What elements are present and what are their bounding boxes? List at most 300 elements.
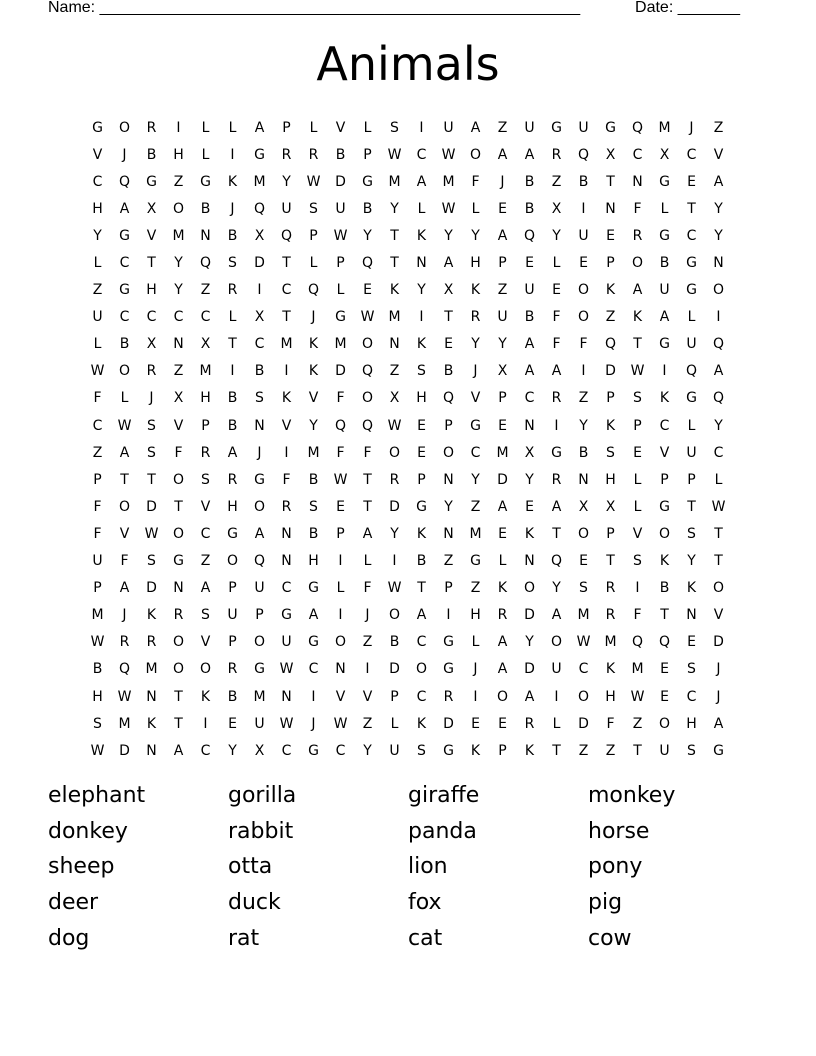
grid-letter: O <box>577 525 590 542</box>
grid-letter: Z <box>605 742 616 759</box>
grid-letter: D <box>524 661 535 678</box>
grid-letter: M <box>307 444 320 461</box>
grid-letter: C <box>200 742 211 759</box>
grid-letter: L <box>309 119 318 136</box>
grid-letter: P <box>390 688 399 705</box>
grid-letter: M <box>469 525 482 542</box>
grid-letter: X <box>605 498 616 515</box>
grid-letter: P <box>444 580 453 597</box>
grid-letter: U <box>92 309 103 326</box>
grid-letter: N <box>524 417 535 434</box>
grid-letter: S <box>309 498 318 515</box>
grid-letter: R <box>308 146 319 163</box>
grid-letter: G <box>362 173 373 190</box>
grid-letter: L <box>687 309 696 326</box>
grid-letter: W <box>117 688 132 705</box>
grid-letter: E <box>498 715 507 732</box>
word-list-item: otta <box>228 854 273 880</box>
grid-letter: E <box>687 634 696 651</box>
grid-letter: C <box>281 742 292 759</box>
grid-letter: H <box>470 607 481 624</box>
grid-letter: V <box>92 146 103 163</box>
grid-letter: J <box>122 146 127 163</box>
grid-letter: Z <box>578 390 589 407</box>
word-list-item: sheep <box>48 854 115 880</box>
grid-letter: L <box>471 634 480 651</box>
grid-letter: E <box>660 661 669 678</box>
grid-letter: T <box>633 742 642 759</box>
grid-letter: Y <box>525 634 534 651</box>
grid-letter: B <box>443 363 454 380</box>
grid-letter: O <box>361 336 374 353</box>
grid-letter: W <box>90 363 105 380</box>
grid-letter: V <box>146 227 157 244</box>
grid-letter: P <box>93 471 102 488</box>
grid-letter: P <box>444 417 453 434</box>
grid-letter: B <box>659 580 670 597</box>
grid-letter: C <box>92 173 103 190</box>
grid-letter: D <box>146 580 157 597</box>
grid-letter: V <box>470 390 481 407</box>
grid-letter: P <box>255 607 264 624</box>
grid-letter: C <box>686 146 697 163</box>
grid-letter: C <box>335 742 346 759</box>
grid-letter: P <box>633 417 642 434</box>
grid-letter: Y <box>93 227 102 244</box>
grid-letter: O <box>253 498 266 515</box>
grid-letter: Y <box>471 227 480 244</box>
header-fields <box>48 0 740 18</box>
grid-letter: B <box>227 688 238 705</box>
grid-letter: K <box>416 336 427 353</box>
grid-letter: Z <box>632 715 643 732</box>
grid-letter: C <box>659 417 670 434</box>
grid-letter: I <box>230 146 235 163</box>
grid-letter: R <box>146 363 157 380</box>
grid-letter: F <box>336 444 345 461</box>
grid-letter: A <box>173 742 184 759</box>
grid-letter: K <box>605 417 616 434</box>
grid-letter: A <box>200 580 211 597</box>
grid-letter: C <box>416 634 427 651</box>
grid-letter: U <box>578 227 589 244</box>
grid-letter: G <box>686 255 697 272</box>
grid-letter: O <box>118 498 131 515</box>
grid-letter: K <box>659 390 670 407</box>
grid-letter: O <box>712 282 725 299</box>
grid-letter: G <box>308 580 319 597</box>
grid-letter: J <box>689 119 694 136</box>
grid-letter: L <box>498 553 507 570</box>
grid-letter: Z <box>389 363 400 380</box>
grid-letter: M <box>253 688 266 705</box>
grid-letter: Y <box>579 417 588 434</box>
grid-letter: J <box>716 688 721 705</box>
grid-letter: M <box>658 119 671 136</box>
grid-letter: X <box>254 227 265 244</box>
grid-letter: T <box>606 173 615 190</box>
grid-letter: E <box>498 525 507 542</box>
grid-letter: K <box>605 282 616 299</box>
grid-letter: I <box>635 580 640 597</box>
grid-letter: P <box>417 471 426 488</box>
grid-letter: K <box>416 227 427 244</box>
grid-letter: F <box>363 580 372 597</box>
word-list-item: elephant <box>48 783 146 809</box>
grid-letter: D <box>605 363 616 380</box>
grid-letter: G <box>308 634 319 651</box>
grid-letter: T <box>687 498 696 515</box>
grid-letter: B <box>524 200 535 217</box>
grid-letter: G <box>470 553 481 570</box>
grid-letter: Z <box>713 119 724 136</box>
grid-letter: O <box>496 688 509 705</box>
grid-letter: T <box>633 336 642 353</box>
grid-letter: Z <box>92 444 103 461</box>
grid-letter: D <box>119 742 130 759</box>
grid-letter: M <box>91 607 104 624</box>
grid-letter: O <box>172 525 185 542</box>
grid-letter: Q <box>523 227 536 244</box>
grid-letter: O <box>334 634 347 651</box>
grid-letter: G <box>254 471 265 488</box>
grid-letter: T <box>606 553 615 570</box>
grid-letter: X <box>389 390 400 407</box>
grid-letter: Q <box>361 363 374 380</box>
grid-letter: G <box>200 173 211 190</box>
grid-letter: A <box>524 336 535 353</box>
grid-letter: L <box>336 580 345 597</box>
word-list-item: fox <box>408 890 442 916</box>
grid-letter: Y <box>282 173 291 190</box>
grid-letter: R <box>605 607 616 624</box>
grid-letter: K <box>146 607 157 624</box>
grid-letter: A <box>119 580 130 597</box>
grid-letter: E <box>525 255 534 272</box>
word-list-item: lion <box>408 854 448 880</box>
grid-letter: X <box>146 336 157 353</box>
grid-letter: W <box>630 688 645 705</box>
grid-letter: Z <box>605 309 616 326</box>
grid-letter: N <box>173 580 184 597</box>
grid-letter: Z <box>443 553 454 570</box>
grid-letter: Y <box>309 417 318 434</box>
grid-letter: W <box>711 498 726 515</box>
grid-letter: W <box>279 715 294 732</box>
grid-letter: M <box>496 444 509 461</box>
grid-letter: L <box>228 119 237 136</box>
grid-letter: L <box>633 471 642 488</box>
grid-letter: K <box>524 742 535 759</box>
grid-letter: G <box>659 498 670 515</box>
grid-letter: A <box>227 444 238 461</box>
grid-letter: Y <box>471 471 480 488</box>
grid-letter: D <box>578 715 589 732</box>
grid-letter: Y <box>471 336 480 353</box>
grid-letter: J <box>311 715 316 732</box>
grid-letter: B <box>254 363 265 380</box>
grid-letter: C <box>254 336 265 353</box>
grid-letter: G <box>659 173 670 190</box>
grid-letter: G <box>551 444 562 461</box>
grid-letter: C <box>200 525 211 542</box>
grid-letter: T <box>552 742 561 759</box>
grid-letter: D <box>443 715 454 732</box>
grid-letter: U <box>659 282 670 299</box>
grid-letter: W <box>333 471 348 488</box>
grid-letter: M <box>253 173 266 190</box>
grid-letter: V <box>119 525 130 542</box>
grid-letter: E <box>336 498 345 515</box>
grid-letter: X <box>254 742 265 759</box>
grid-letter: L <box>471 200 480 217</box>
grid-letter: G <box>443 634 454 651</box>
grid-letter: T <box>282 309 291 326</box>
grid-letter: I <box>284 444 289 461</box>
grid-letter: I <box>392 553 397 570</box>
grid-letter: O <box>388 607 401 624</box>
grid-letter: P <box>201 417 210 434</box>
grid-letter: P <box>660 471 669 488</box>
grid-letter: H <box>173 146 184 163</box>
grid-letter: U <box>686 444 697 461</box>
grid-letter: I <box>419 309 424 326</box>
grid-letter: C <box>686 227 697 244</box>
grid-letter: A <box>119 444 130 461</box>
grid-letter: N <box>578 471 589 488</box>
grid-letter: W <box>144 525 159 542</box>
grid-letter: N <box>632 173 643 190</box>
grid-letter: I <box>311 688 316 705</box>
word-list-item: dog <box>48 925 90 951</box>
grid-letter: H <box>686 715 697 732</box>
grid-letter: R <box>200 444 211 461</box>
grid-letter: O <box>712 580 725 597</box>
grid-letter: W <box>117 417 132 434</box>
grid-letter: S <box>687 525 696 542</box>
grid-letter: A <box>308 607 319 624</box>
word-list-item: cat <box>408 925 443 951</box>
grid-letter: X <box>497 363 508 380</box>
grid-letter: R <box>281 498 292 515</box>
grid-letter: Q <box>361 255 374 272</box>
grid-letter: X <box>200 336 211 353</box>
grid-letter: H <box>470 255 481 272</box>
grid-letter: E <box>228 715 237 732</box>
grid-letter: X <box>551 200 562 217</box>
grid-letter: H <box>92 200 103 217</box>
grid-letter: L <box>687 417 696 434</box>
grid-letter: B <box>659 255 670 272</box>
grid-letter: M <box>118 715 131 732</box>
grid-letter: N <box>173 336 184 353</box>
grid-letter: K <box>524 525 535 542</box>
grid-letter: K <box>605 661 616 678</box>
grid-letter: O <box>118 363 131 380</box>
grid-letter: S <box>201 607 210 624</box>
grid-letter: A <box>713 715 724 732</box>
grid-letter: Z <box>173 363 184 380</box>
grid-letter: R <box>551 390 562 407</box>
grid-letter: V <box>659 444 670 461</box>
grid-letter: A <box>254 119 265 136</box>
grid-letter: V <box>281 417 292 434</box>
grid-letter: C <box>416 146 427 163</box>
grid-letter: E <box>552 282 561 299</box>
word-list-item: horse <box>588 818 650 844</box>
grid-letter: R <box>470 309 481 326</box>
grid-letter: T <box>552 525 561 542</box>
grid-letter: L <box>390 715 399 732</box>
grid-letter: A <box>497 146 508 163</box>
grid-letter: A <box>119 200 130 217</box>
grid-letter: B <box>200 200 211 217</box>
grid-letter: G <box>551 119 562 136</box>
grid-letter: Z <box>578 742 589 759</box>
grid-letter: K <box>146 715 157 732</box>
grid-letter: I <box>473 688 478 705</box>
grid-letter: G <box>119 227 130 244</box>
grid-letter: G <box>227 525 238 542</box>
grid-letter: A <box>632 282 643 299</box>
grid-letter: I <box>581 363 586 380</box>
grid-letter: R <box>281 146 292 163</box>
grid-letter: R <box>632 227 643 244</box>
grid-letter: I <box>365 661 370 678</box>
grid-letter: M <box>145 661 158 678</box>
grid-letter: S <box>579 580 588 597</box>
grid-letter: R <box>389 471 400 488</box>
grid-letter: T <box>417 580 426 597</box>
grid-letter: Z <box>497 282 508 299</box>
grid-letter: P <box>606 525 615 542</box>
grid-letter: M <box>388 309 401 326</box>
grid-letter: C <box>524 390 535 407</box>
grid-letter: Z <box>200 282 211 299</box>
grid-letter: T <box>174 688 183 705</box>
grid-letter: Z <box>497 119 508 136</box>
grid-letter: W <box>90 634 105 651</box>
grid-letter: F <box>633 607 642 624</box>
grid-letter: E <box>498 200 507 217</box>
grid-letter: K <box>200 688 211 705</box>
grid-letter: Q <box>361 417 374 434</box>
grid-letter: E <box>498 417 507 434</box>
grid-letter: B <box>227 417 238 434</box>
grid-letter: I <box>581 200 586 217</box>
grid-letter: B <box>92 661 103 678</box>
grid-letter: K <box>389 282 400 299</box>
grid-letter: Z <box>173 173 184 190</box>
grid-letter: Z <box>470 580 481 597</box>
grid-letter: U <box>551 661 562 678</box>
word-list-item: panda <box>408 818 477 844</box>
word-list-item: gorilla <box>228 783 297 809</box>
grid-letter: Q <box>118 173 131 190</box>
grid-letter: H <box>605 471 616 488</box>
grid-letter: W <box>441 200 456 217</box>
grid-letter: D <box>713 634 724 651</box>
grid-letter: A <box>524 363 535 380</box>
grid-letter: G <box>470 417 481 434</box>
grid-letter: O <box>550 634 563 651</box>
grid-letter: A <box>497 634 508 651</box>
grid-letter: J <box>149 390 154 407</box>
grid-letter: O <box>577 309 590 326</box>
grid-letter: U <box>254 715 265 732</box>
grid-letter: S <box>147 553 156 570</box>
grid-letter: A <box>713 363 724 380</box>
grid-letter: V <box>362 688 373 705</box>
grid-letter: B <box>119 336 130 353</box>
grid-letter: D <box>497 471 508 488</box>
grid-letter: G <box>119 282 130 299</box>
word-list-item: giraffe <box>408 783 480 809</box>
grid-letter: P <box>228 634 237 651</box>
name-field: Name: ______________________________________________________ <box>48 0 581 16</box>
grid-letter: U <box>497 309 508 326</box>
grid-letter: E <box>660 688 669 705</box>
grid-letter: A <box>497 227 508 244</box>
grid-letter: O <box>172 634 185 651</box>
grid-letter: P <box>606 255 615 272</box>
grid-letter: S <box>147 417 156 434</box>
grid-letter: U <box>686 336 697 353</box>
grid-letter: J <box>257 444 262 461</box>
grid-letter: T <box>147 471 156 488</box>
grid-letter: H <box>146 282 157 299</box>
grid-letter: Q <box>604 336 617 353</box>
grid-letter: R <box>227 661 238 678</box>
grid-letter: O <box>118 119 131 136</box>
grid-letter: G <box>659 336 670 353</box>
grid-letter: R <box>605 580 616 597</box>
grid-letter: O <box>442 444 455 461</box>
grid-letter: I <box>716 309 721 326</box>
grid-letter: D <box>254 255 265 272</box>
grid-letter: X <box>146 200 157 217</box>
grid-letter: L <box>660 200 669 217</box>
grid-letter: Q <box>658 634 671 651</box>
grid-letter: K <box>497 580 508 597</box>
grid-letter: Y <box>525 471 534 488</box>
grid-letter: J <box>311 309 316 326</box>
grid-letter: Q <box>631 634 644 651</box>
grid-letter: W <box>333 227 348 244</box>
grid-letter: R <box>227 282 238 299</box>
grid-letter: Y <box>444 227 453 244</box>
grid-letter: N <box>713 255 724 272</box>
grid-letter: K <box>308 363 319 380</box>
grid-letter: A <box>497 661 508 678</box>
grid-letter: G <box>443 742 454 759</box>
grid-letter: H <box>200 390 211 407</box>
grid-letter: P <box>336 255 345 272</box>
grid-letter: K <box>686 580 697 597</box>
grid-letter: G <box>254 146 265 163</box>
grid-letter: S <box>633 553 642 570</box>
grid-letter: L <box>309 255 318 272</box>
grid-letter: T <box>174 715 183 732</box>
grid-letter: U <box>227 607 238 624</box>
grid-letter: L <box>201 119 210 136</box>
grid-letter: T <box>444 309 453 326</box>
grid-letter: I <box>338 607 343 624</box>
grid-letter: B <box>335 146 346 163</box>
grid-letter: H <box>605 688 616 705</box>
grid-letter: W <box>387 417 402 434</box>
grid-letter: J <box>500 173 505 190</box>
